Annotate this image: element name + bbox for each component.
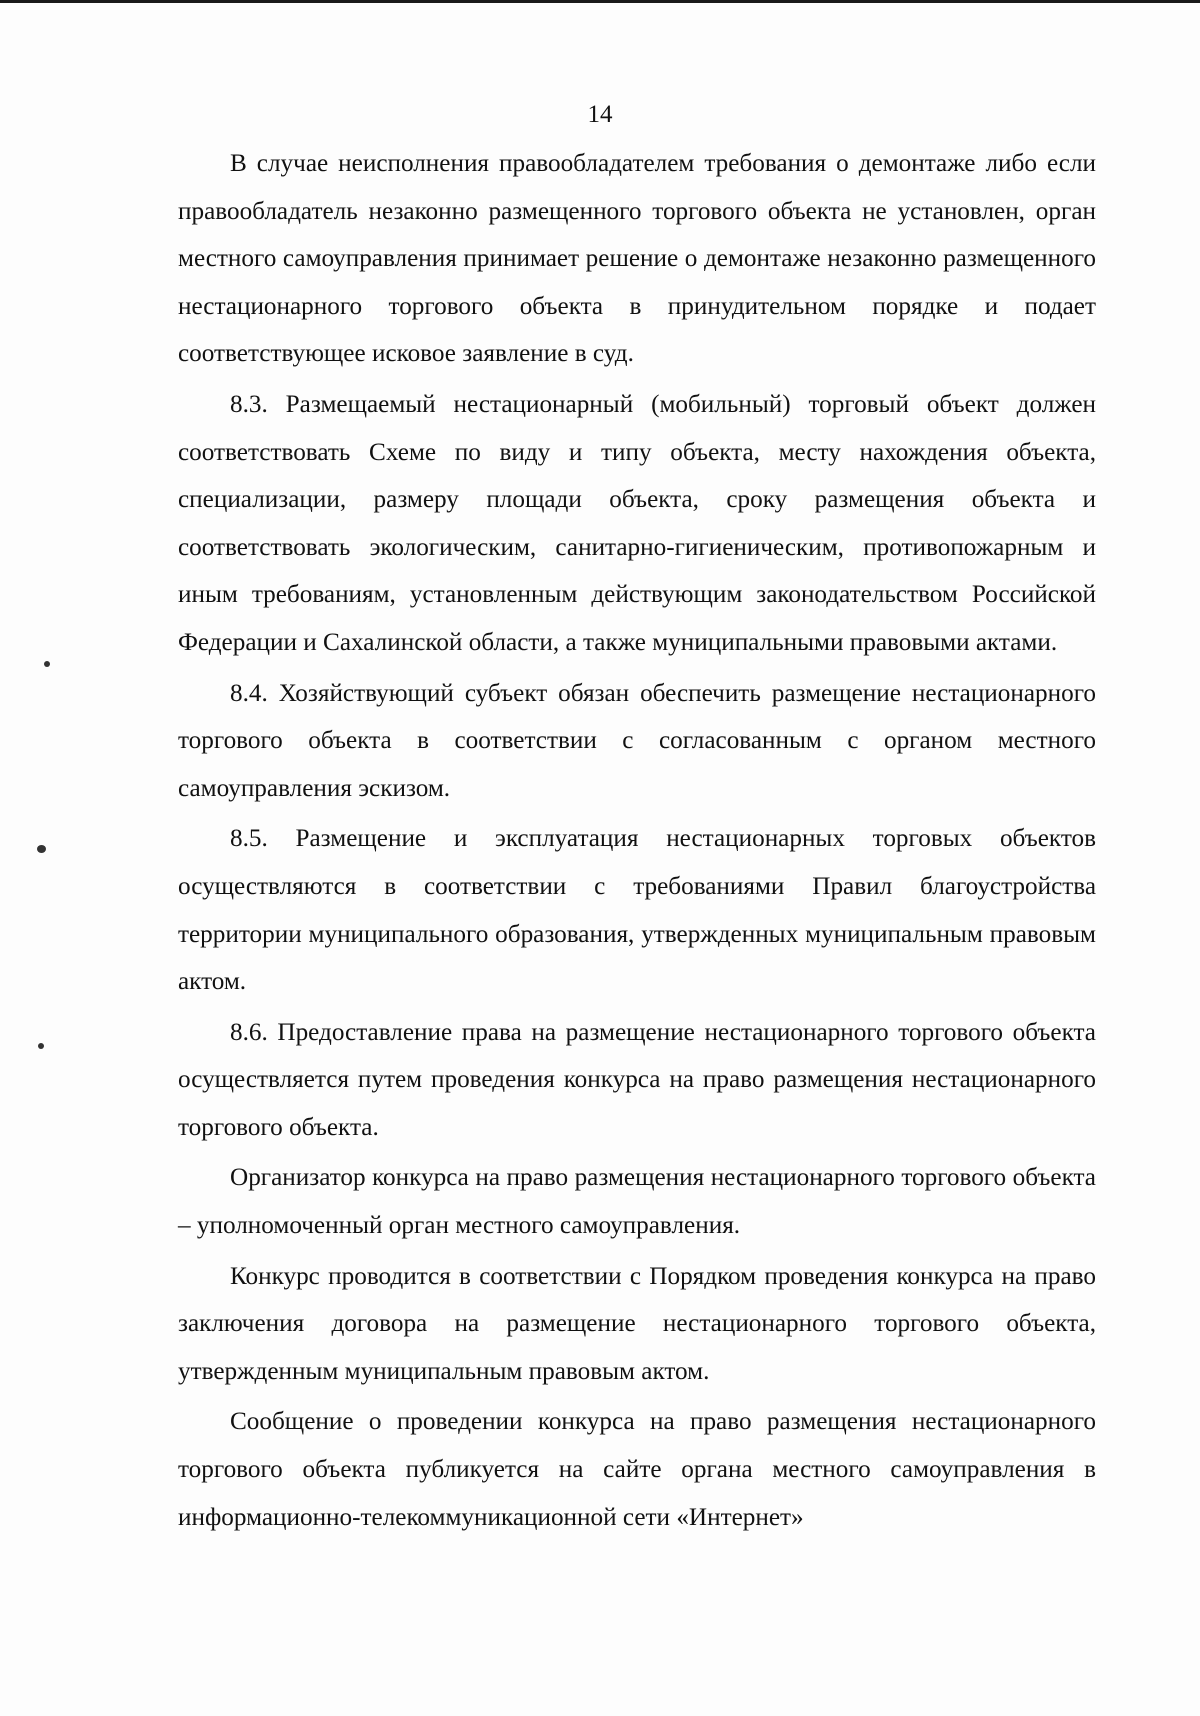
page-number: 14 (587, 101, 613, 128)
paragraph-organizer: Организатор конкурса на право размещения нестационарного торгового объекта – уполномоченный орган местного самоуправления. (178, 1164, 1096, 1240)
scan-speck (37, 845, 46, 853)
paragraph-8-5: 8.5. Размещение и эксплуатация нестационарных торговых объектов осуществляются в соответствии с требованиями Правил благоустройства территории муниципального образования, утвержденных муниципальным правовым актом. (178, 825, 1096, 996)
paragraph-announcement: Сообщение о проведении конкурса на право размещения нестационарного торгового объекта публикуется на сайте органа местного самоуправления в информационно-телекоммуникационной сети «Интернет» (178, 1408, 1096, 1531)
scan-speck (44, 661, 50, 667)
body-text (178, 140, 1096, 1541)
scan-speck (38, 1043, 44, 1049)
paragraph-demolition: В случае неисполнения правообладателем требования о демонтаже либо если правообладатель незаконно размещенного торгового объекта не установлен, орган местного самоуправления принимает решение о демонтаже незаконно размещенного нестационарного торгового объекта в принудительном порядке и подает соответствующее исковое заявление в суд. (178, 150, 1096, 368)
paragraph-8-4: 8.4. Хозяйствующий субъект обязан обеспечить размещение нестационарного торгового объекта в соответствии с согласованным с органом местного самоуправления эскизом. (178, 679, 1096, 802)
paragraph-contest-order: Конкурс проводится в соответствии с Порядком проведения конкурса на право заключения договора на размещение нестационарного торгового объекта, утвержденным муниципальным правовым актом. (178, 1262, 1096, 1385)
paragraph-8-6: 8.6. Предоставление права на размещение нестационарного торгового объекта осуществляется путем проведения конкурса на право размещения нестационарного торгового объекта. (178, 1018, 1096, 1141)
paragraph-8-3: 8.3. Размещаемый нестационарный (мобильный) торговый объект должен соответствовать Схеме по виду и типу объекта, месту нахождения объекта, специализации, размеру площади объекта, сроку размещения объекта и соответствовать экологическим, санитарно-гигиеническим, противопожарным и иным требованиям, установленным действующим законодательством Российской Федерации и Сахалинской области, а также муниципальными правовыми актами. (178, 390, 1096, 656)
